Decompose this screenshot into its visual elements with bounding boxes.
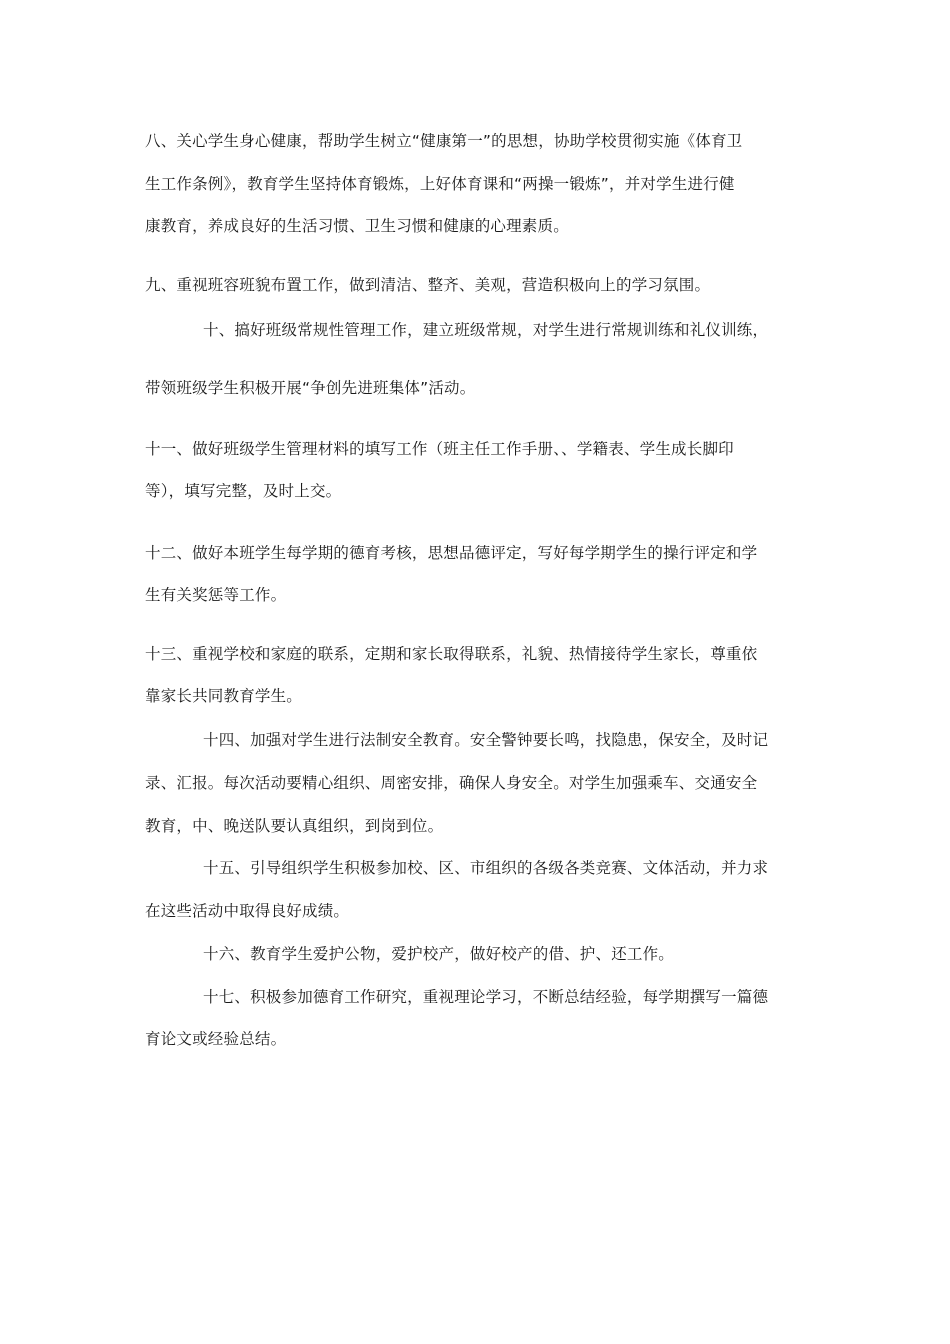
item-8-line-3: 康教育，养成良好的生活习惯、卫生习惯和健康的心理素质。 [145, 217, 569, 235]
item-12-line-1: 十二、做好本班学生每学期的德育考核，思想品德评定，写好每学期学生的操行评定和学 [145, 544, 758, 562]
item-11-line-2: 等），填写完整，及时上交。 [145, 482, 342, 500]
item-17-line-2: 育论文或经验总结。 [145, 1030, 287, 1048]
item-15-line-2: 在这些活动中取得良好成绩。 [145, 902, 350, 920]
item-14-line-2: 录、汇报。每次活动要精心组织、周密安排，确保人身安全。对学生加强乘车、交通安全 [145, 774, 758, 792]
item-14-line-1: 十四、加强对学生进行法制安全教育。安全警钟要长鸣，找隐患，保安全，及时记 [203, 731, 769, 749]
item-8-line-1: 八、关心学生身心健康，帮助学生树立“健康第一”的思想，协助学校贯彻实施《体育卫 [145, 132, 743, 150]
item-10-line-2: 带领班级学生积极开展“争创先进班集体”活动。 [145, 379, 476, 397]
item-13-line-1: 十三、重视学校和家庭的联系，定期和家长取得联系，礼貌、热情接待学生家长，尊重依 [145, 645, 758, 663]
item-13-line-2: 靠家长共同教育学生。 [145, 687, 303, 705]
item-17-line-1: 十七、积极参加德育工作研究，重视理论学习，不断总结经验，每学期撰写一篇德 [203, 988, 769, 1006]
item-10-line-1: 十、搞好班级常规性管理工作，建立班级常规，对学生进行常规训练和礼仪训练， [203, 321, 769, 339]
item-11-line-1: 十一、做好班级学生管理材料的填写工作（班主任工作手册、、学籍表、学生成长脚印 [145, 440, 734, 458]
item-8-line-2: 生工作条例》，教育学生坚持体育锻炼，上好体育课和“两操一锻炼”，并对学生进行健 [145, 175, 735, 193]
item-9-line-1: 九、重视班容班貌布置工作，做到清洁、整齐、美观，营造积极向上的学习氛围。 [145, 276, 711, 294]
item-14-line-3: 教育，中、晚送队要认真组织，到岗到位。 [145, 817, 444, 835]
item-12-line-2: 生有关奖惩等工作。 [145, 586, 287, 604]
item-15-line-1: 十五、引导组织学生积极参加校、区、市组织的各级各类竞赛、文体活动，并力求 [203, 859, 769, 877]
item-16-line-1: 十六、教育学生爱护公物，爱护校产，做好校产的借、护、还工作。 [203, 945, 675, 963]
